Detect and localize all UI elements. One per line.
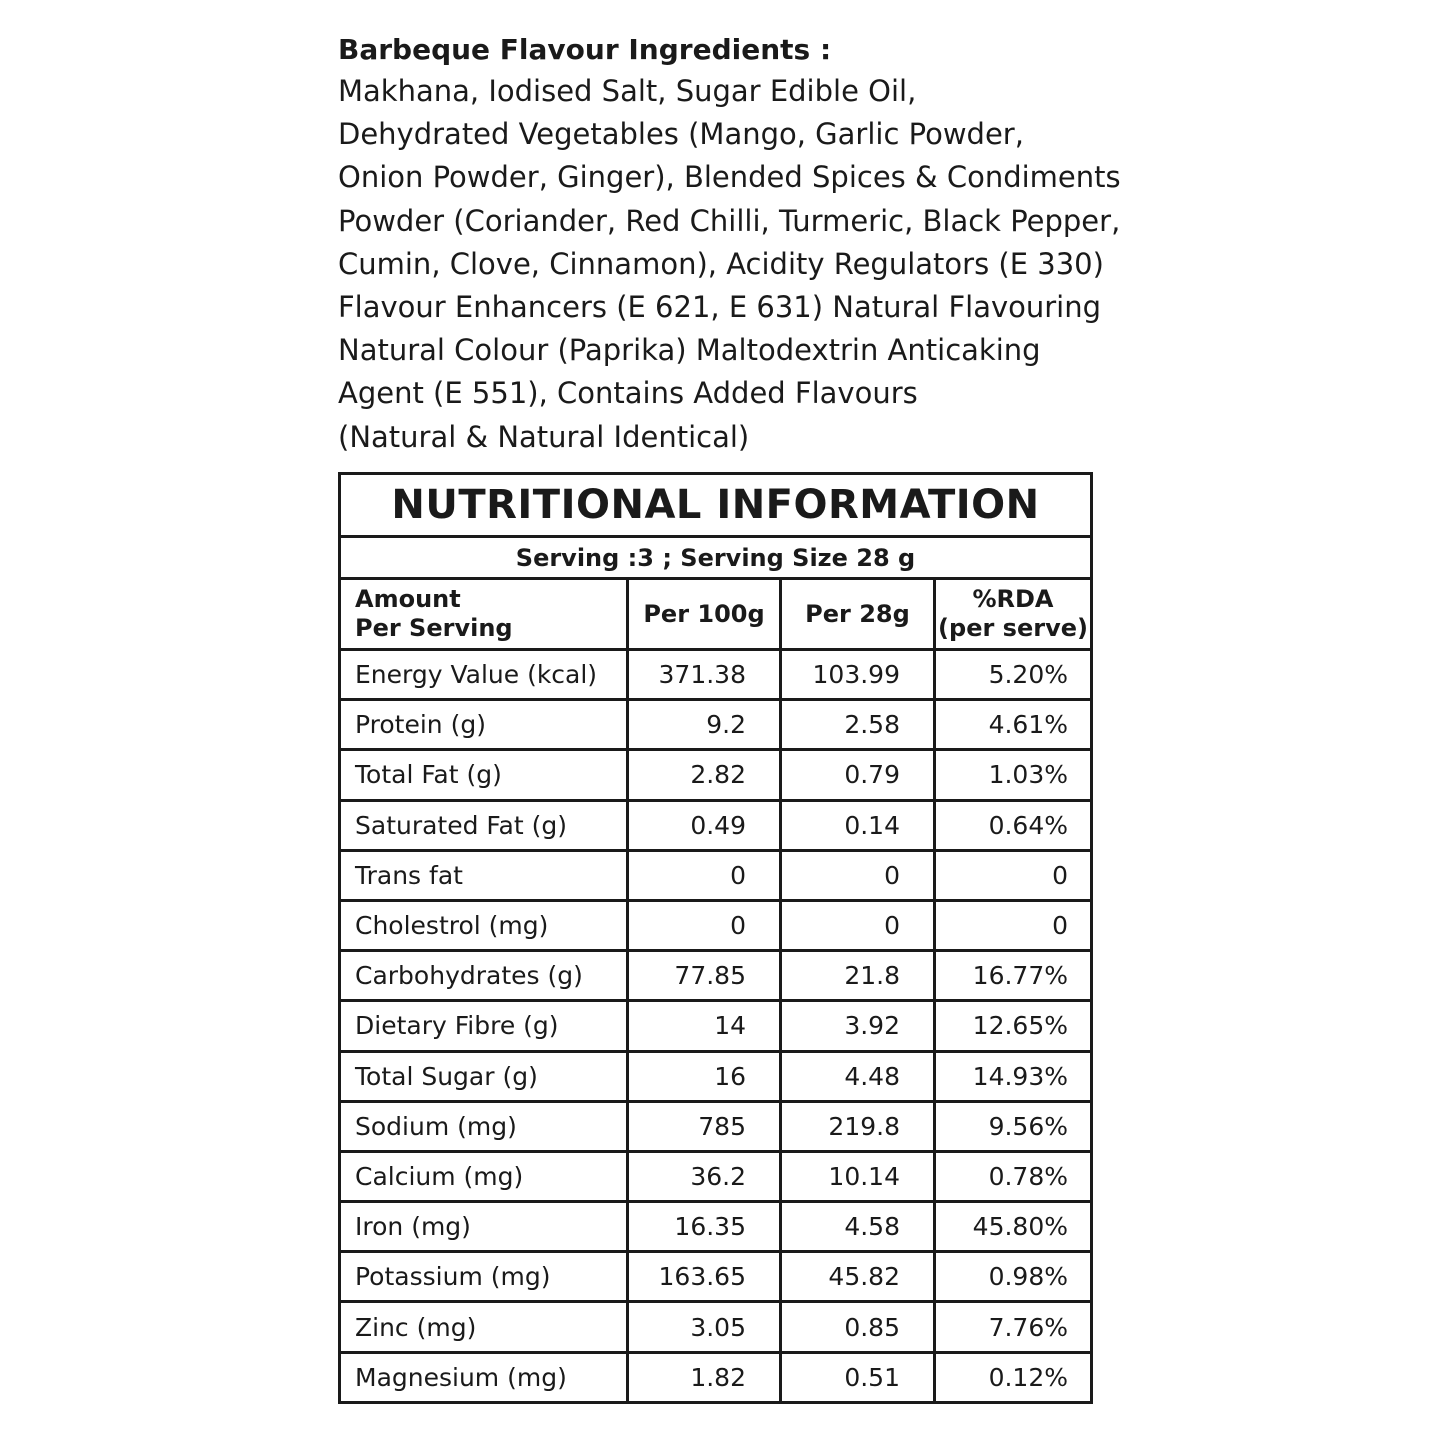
nutrient-name-cell: Total Fat (g) — [340, 750, 628, 800]
header-amount-line1: Amount — [355, 585, 461, 613]
nutrient-name-cell: Total Sugar (g) — [340, 1051, 628, 1101]
table-row — [340, 1001, 1092, 1051]
ingredients-line: Powder (Coriander, Red Chilli, Turmeric, Black Pepper, — [338, 203, 1121, 238]
ingredients-line: Cumin, Clove, Cinnamon), Acidity Regulators (E 330) — [338, 246, 1104, 281]
nutrient-name-cell: Protein (g) — [340, 700, 628, 750]
ingredients-line: Dehydrated Vegetables (Mango, Garlic Powder, — [338, 117, 1024, 152]
rda-cell: 5.20% — [935, 650, 1092, 700]
nutrient-name-cell: Zinc (mg) — [340, 1302, 628, 1352]
ingredients-line: Flavour Enhancers (E 621, E 631) Natural Flavouring — [338, 290, 1102, 325]
nutrient-name-cell: Sodium (mg) — [340, 1101, 628, 1151]
table-row — [340, 1202, 1092, 1252]
per-100g-cell: 163.65 — [628, 1252, 781, 1302]
per-28g-cell: 0 — [781, 850, 935, 900]
table-header-row — [340, 579, 1092, 650]
nutrient-name-cell: Iron (mg) — [340, 1202, 628, 1252]
per-28g-cell: 21.8 — [781, 951, 935, 1001]
per-28g-cell: 103.99 — [781, 650, 935, 700]
per-28g-cell: 10.14 — [781, 1151, 935, 1201]
per-100g-cell: 0 — [628, 900, 781, 950]
rda-cell: 7.76% — [935, 1302, 1092, 1352]
per-100g-cell: 785 — [628, 1101, 781, 1151]
per-100g-cell: 16 — [628, 1051, 781, 1101]
per-100g-cell: 0 — [628, 850, 781, 900]
ingredients-title: Barbeque Flavour Ingredients : — [338, 33, 832, 66]
table-row — [340, 1051, 1092, 1101]
per-100g-cell: 16.35 — [628, 1202, 781, 1252]
header-rda-line2: (per serve) — [938, 614, 1088, 642]
nutrition-table — [338, 472, 1093, 1404]
ingredients-line: Natural Colour (Paprika) Maltodextrin Anticaking — [338, 333, 1041, 368]
table-row — [340, 1252, 1092, 1302]
per-28g-cell: 4.58 — [781, 1202, 935, 1252]
ingredients-line: Makhana, Iodised Salt, Sugar Edible Oil, — [338, 74, 917, 108]
nutrition-title: NUTRITIONAL INFORMATION — [340, 474, 1092, 537]
header-rda — [935, 579, 1092, 650]
ingredients-block — [338, 30, 1158, 459]
ingredients-line: Onion Powder, Ginger), Blended Spices & Condiments — [338, 160, 1121, 195]
rda-cell: 45.80% — [935, 1202, 1092, 1252]
table-row — [340, 900, 1092, 950]
header-amount-per-serving — [340, 579, 628, 650]
rda-cell: 0 — [935, 850, 1092, 900]
per-28g-cell: 219.8 — [781, 1101, 935, 1151]
table-row — [340, 650, 1092, 700]
header-rda-line1: %RDA — [972, 585, 1054, 613]
rda-cell: 1.03% — [935, 750, 1092, 800]
per-100g-cell: 14 — [628, 1001, 781, 1051]
table-row — [340, 1151, 1092, 1201]
rda-cell: 0.64% — [935, 800, 1092, 850]
serving-info: Serving :3 ; Serving Size 28 g — [340, 537, 1092, 579]
per-28g-cell: 0.51 — [781, 1352, 935, 1402]
nutrient-name-cell: Trans fat — [340, 850, 628, 900]
per-100g-cell: 0.49 — [628, 800, 781, 850]
per-100g-cell: 3.05 — [628, 1302, 781, 1352]
per-100g-cell: 1.82 — [628, 1352, 781, 1402]
ingredients-line: Agent (E 551), Contains Added Flavours — [338, 376, 918, 411]
rda-cell: 14.93% — [935, 1051, 1092, 1101]
nutrient-name-cell: Cholestrol (mg) — [340, 900, 628, 950]
per-28g-cell: 45.82 — [781, 1252, 935, 1302]
header-per-100g: Per 100g — [628, 579, 781, 650]
per-100g-cell: 371.38 — [628, 650, 781, 700]
per-28g-cell: 4.48 — [781, 1051, 935, 1101]
per-100g-cell: 9.2 — [628, 700, 781, 750]
rda-cell: 0.12% — [935, 1352, 1092, 1402]
table-row — [340, 800, 1092, 850]
table-row — [340, 700, 1092, 750]
rda-cell: 4.61% — [935, 700, 1092, 750]
nutrient-name-cell: Potassium (mg) — [340, 1252, 628, 1302]
table-row — [340, 1302, 1092, 1352]
rda-cell: 0.98% — [935, 1252, 1092, 1302]
per-28g-cell: 3.92 — [781, 1001, 935, 1051]
table-row — [340, 1352, 1092, 1402]
table-row — [340, 750, 1092, 800]
per-100g-cell: 36.2 — [628, 1151, 781, 1201]
per-100g-cell: 2.82 — [628, 750, 781, 800]
rda-cell: 0.78% — [935, 1151, 1092, 1201]
per-28g-cell: 0 — [781, 900, 935, 950]
nutrient-name-cell: Energy Value (kcal) — [340, 650, 628, 700]
header-amount-line2: Per Serving — [355, 614, 513, 642]
per-28g-cell: 0.85 — [781, 1302, 935, 1352]
nutrient-name-cell: Carbohydrates (g) — [340, 951, 628, 1001]
per-28g-cell: 0.79 — [781, 750, 935, 800]
ingredients-line: (Natural & Natural Identical) — [338, 419, 750, 454]
nutrient-name-cell: Dietary Fibre (g) — [340, 1001, 628, 1051]
per-28g-cell: 0.14 — [781, 800, 935, 850]
rda-cell: 9.56% — [935, 1101, 1092, 1151]
table-row — [340, 1101, 1092, 1151]
rda-cell: 12.65% — [935, 1001, 1092, 1051]
header-per-28g: Per 28g — [781, 579, 935, 650]
table-row — [340, 850, 1092, 900]
rda-cell: 0 — [935, 900, 1092, 950]
per-100g-cell: 77.85 — [628, 951, 781, 1001]
nutrient-name-cell: Saturated Fat (g) — [340, 800, 628, 850]
per-28g-cell: 2.58 — [781, 700, 935, 750]
table-row — [340, 951, 1092, 1001]
nutrient-name-cell: Calcium (mg) — [340, 1151, 628, 1201]
rda-cell: 16.77% — [935, 951, 1092, 1001]
nutrient-name-cell: Magnesium (mg) — [340, 1352, 628, 1402]
